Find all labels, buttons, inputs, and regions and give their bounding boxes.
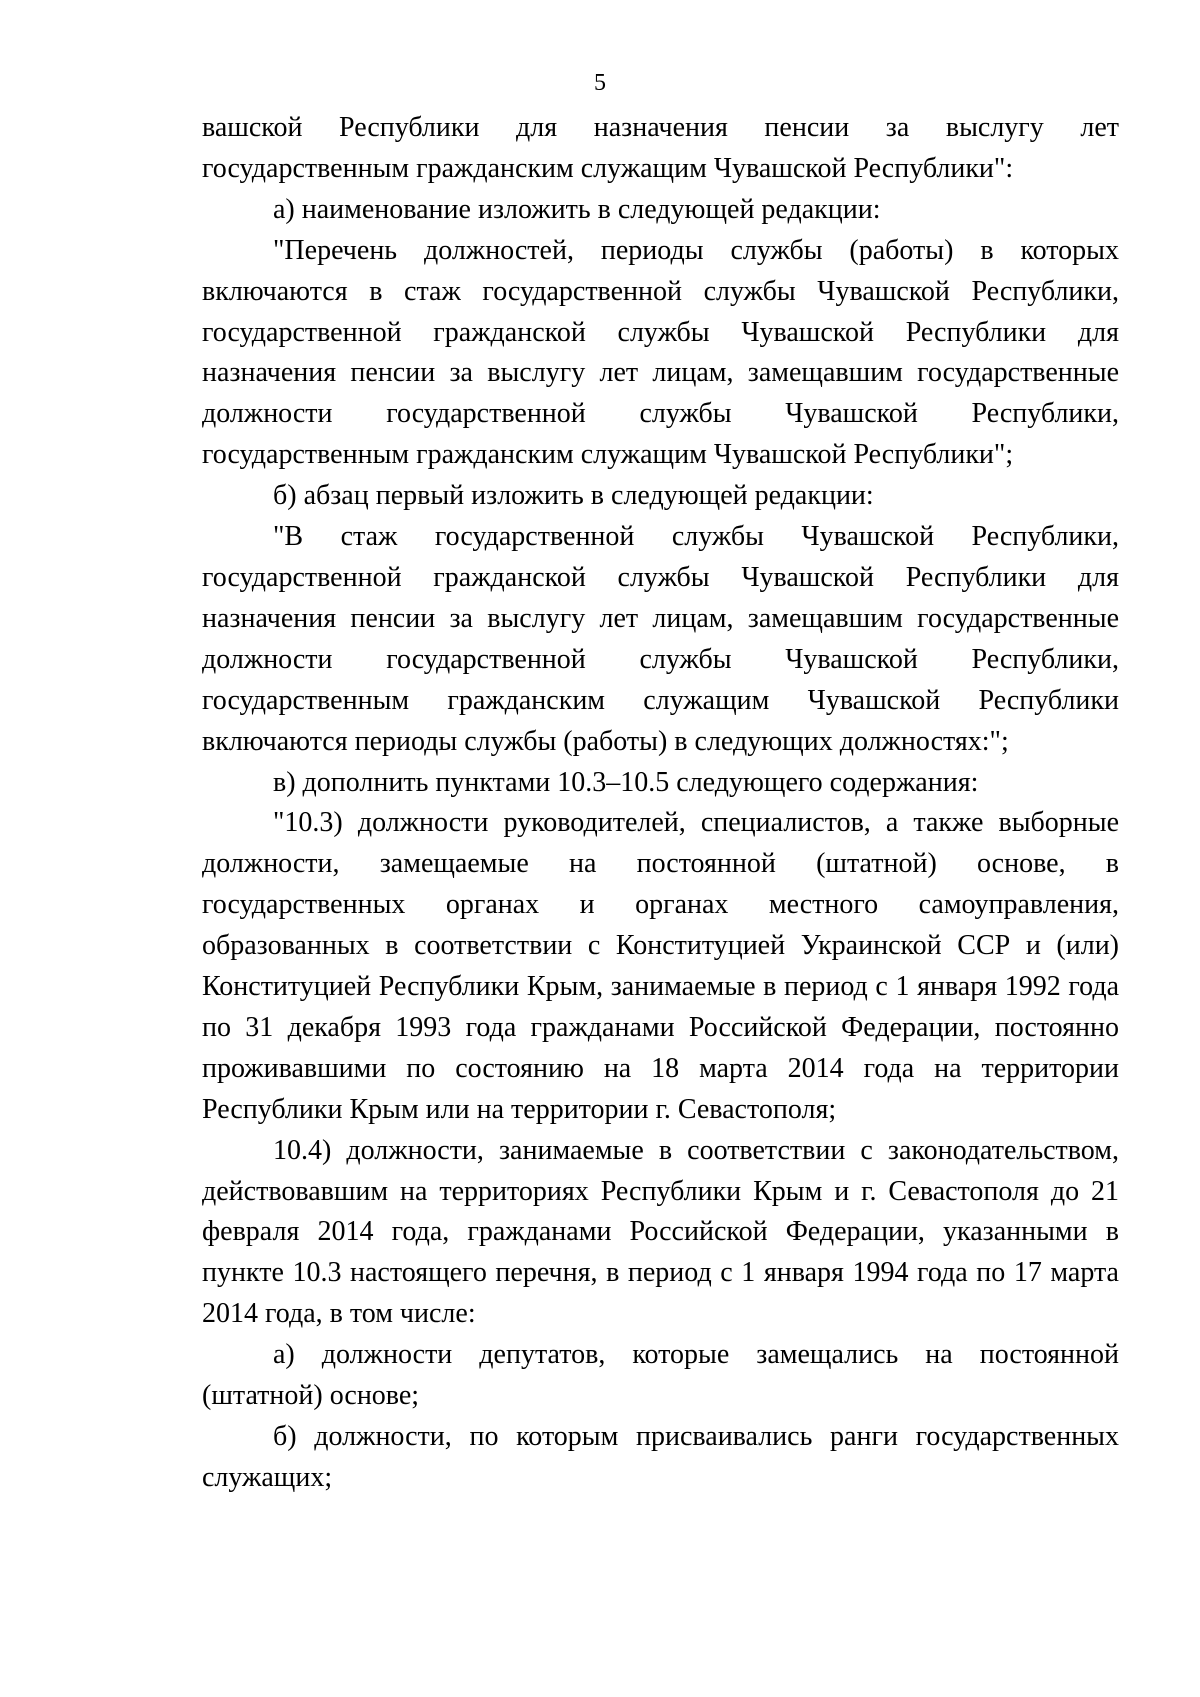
page-number: 5 — [594, 70, 606, 96]
paragraph-item-v-supplement: в) дополнить пунктами 10.3–10.5 следующего содержания: — [273, 766, 979, 798]
paragraph-item-a-rename: а) наименование изложить в следующей редакции: — [273, 193, 881, 225]
paragraph-new-title-text: "Перечень должностей, периоды службы (работы) в которых включаются в стаж государственной службы Чувашской Республики, государственной гражданской службы Чувашской Республики для назначения пенсии за выслугу лет лицам, замещавшим государственные должности государственной службы Чувашской Республики, государственным гражданским служащим Чувашской Республики"; — [202, 234, 1119, 471]
paragraph-point-10-3: "10.3) должности руководителей, специалистов, а также выборные должности, замещаемые на постоянной (штатной) основе, в государственных органах и органах местного самоуправления, образованных в соответствии с Конституцией Украинской ССР и (или) Конституцией Республики Крым, занимаемые в период с 1 января 1992 года по 31 декабря 1993 года гражданами Российской Федерации, постоянно проживавшими по состоянию на 18 марта 2014 года на территории Республики Крым или на территории г. Севастополя; — [202, 807, 1119, 1125]
paragraph-item-b-first-para: б) абзац первый изложить в следующей редакции: — [273, 480, 874, 512]
paragraph-new-first-para-text: "В стаж государственной службы Чувашской Республики, государственной гражданской службы Чувашской Республики для назначения пенсии за выслугу лет лицам, замещавшим государственные должности государственной службы Чувашской Республики, государственным гражданским служащим Чувашской Республики включаются периоды службы (работы) в следующих должностях:"; — [202, 521, 1119, 757]
document-body — [202, 108, 1119, 1499]
paragraph-subitem-b-ranks: б) должности, по которым присваивались ранги государственных служащих; — [202, 1421, 1119, 1493]
paragraph-continuation: вашской Республики для назначения пенсии за выслугу лет государственным гражданским служащим Чувашской Республики": — [202, 112, 1119, 184]
paragraph-subitem-a-deputies: а) должности депутатов, которые замещались на постоянной (штатной) основе; — [202, 1339, 1119, 1412]
paragraph-point-10-4: 10.4) должности, занимаемые в соответствии с законодательством, действовавшим на территориях Республики Крым и г. Севастополя до 21 февраля 2014 года, гражданами Российской Федерации, указанными в пункте 10.3 настоящего перечня, в период с 1 января 1994 года по 17 марта 2014 года, в том числе: — [202, 1134, 1119, 1330]
